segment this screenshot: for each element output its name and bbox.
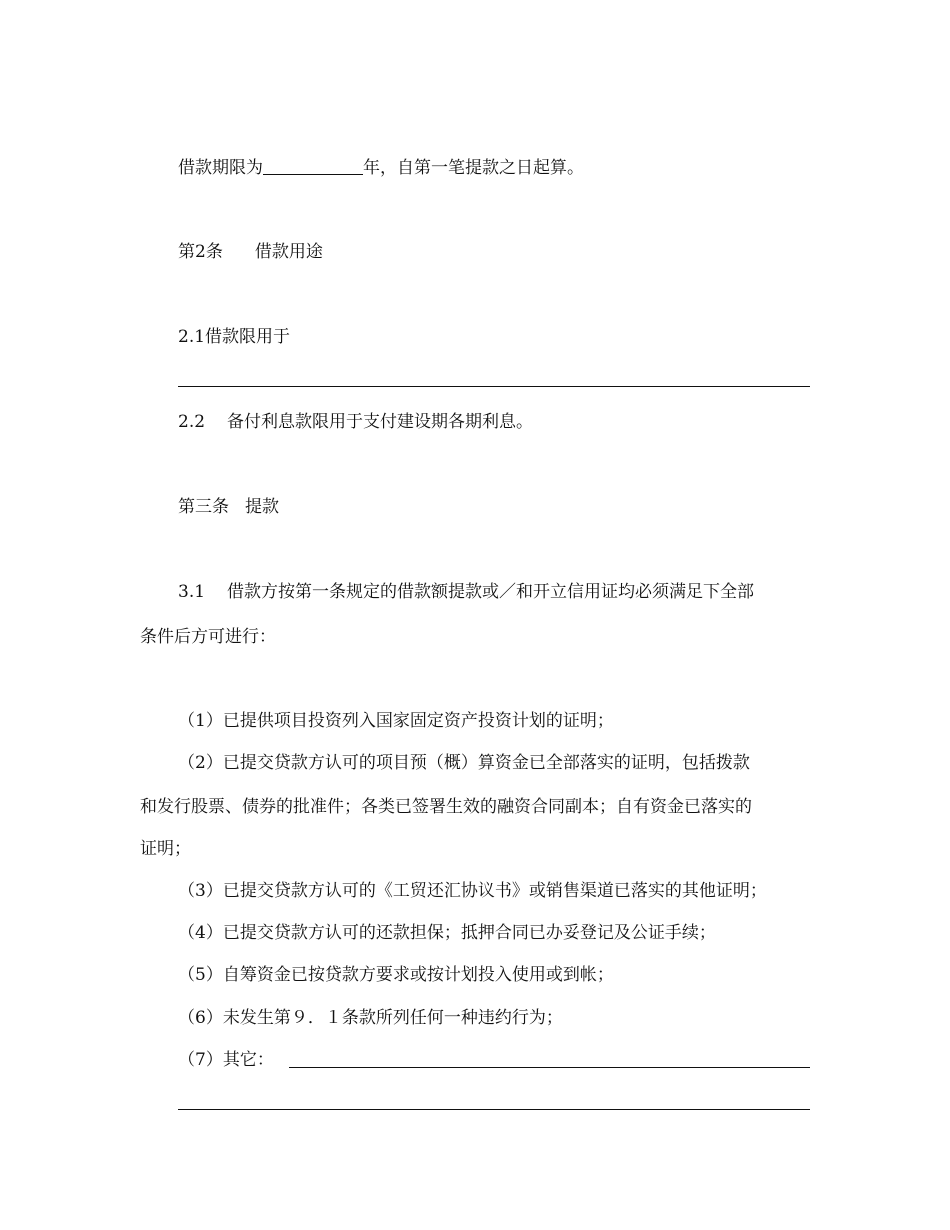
loan-term-blank[interactable]	[263, 156, 363, 175]
article-3-title: 提款	[245, 497, 279, 517]
clause-3-1-number: 3.1	[178, 582, 206, 602]
clause-2-2	[178, 411, 533, 433]
condition-2-line-3: 证明；	[140, 839, 191, 859]
loan-term-suffix: 年，自第一笔提款之日起算。	[363, 158, 584, 178]
condition-1: （1）已提供项目投资列入国家固定资产投资计划的证明；	[178, 711, 614, 731]
article-2-heading	[178, 241, 323, 263]
article-2-number: 第2条	[178, 242, 223, 262]
condition-5: （5）自筹资金已按贷款方要求或按计划投入使用或到帐；	[178, 965, 614, 985]
clause-3-1-line-1	[178, 581, 754, 603]
clause-3-1-text: 借款方按第一条规定的借款额提款或／和开立信用证均必须满足下全部	[227, 582, 755, 602]
condition-7: （7）其它：	[178, 1050, 274, 1070]
clause-2-2-number: 2.2	[178, 412, 206, 432]
article-2-title: 借款用途	[254, 242, 323, 262]
loan-term-line	[178, 156, 584, 179]
clause-3-1-line-2: 条件后方可进行：	[140, 627, 276, 647]
condition-7-blank-line-2[interactable]	[178, 1109, 810, 1110]
loan-term-prefix: 借款期限为	[178, 158, 263, 178]
article-3-number: 第三条	[178, 497, 229, 517]
clause-2-1: 2.1借款限用于	[178, 327, 291, 347]
condition-3: （3）已提交贷款方认可的《工贸还汇协议书》或销售渠道已落实的其他证明；	[178, 881, 767, 901]
condition-2-line-1: （2）已提交贷款方认可的项目预（概）算资金已全部落实的证明，包括拨款	[178, 753, 750, 773]
condition-7-blank-line[interactable]	[289, 1067, 810, 1068]
clause-2-2-text: 备付利息款限用于支付建设期各期利息。	[227, 412, 534, 432]
condition-6: （6）未发生第９．１条款所列任何一种违约行为；	[178, 1008, 563, 1028]
article-3-heading	[178, 496, 279, 518]
condition-2-line-2: 和发行股票、债券的批准件；各类已签署生效的融资合同副本；自有资金已落实的	[140, 797, 752, 817]
clause-2-1-blank-line[interactable]	[178, 386, 810, 387]
condition-4: （4）已提交贷款方认可的还款担保；抵押合同已办妥登记及公证手续；	[178, 923, 716, 943]
